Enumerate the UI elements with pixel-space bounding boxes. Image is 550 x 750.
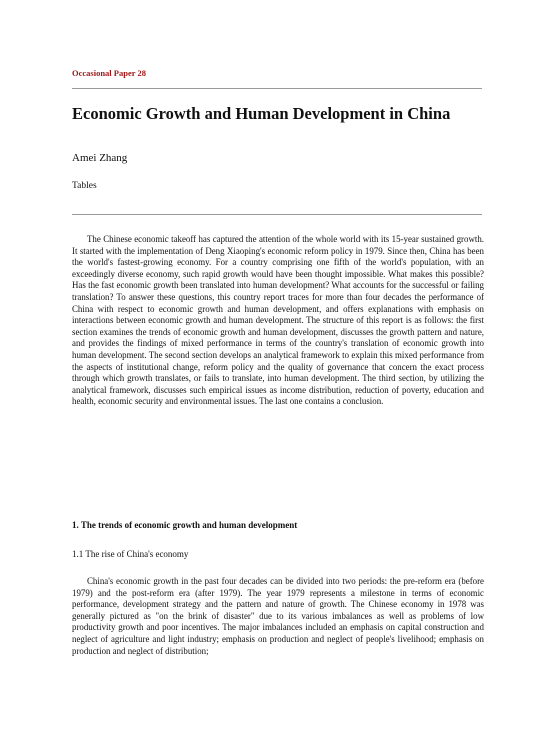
section-heading: 1. The trends of economic growth and human development xyxy=(72,520,298,530)
section-divider xyxy=(72,214,482,215)
paper-title: Economic Growth and Human Development in China xyxy=(72,104,451,123)
subsection-heading: 1.1 The rise of China's economy xyxy=(72,549,189,559)
abstract-paragraph: The Chinese economic takeoff has captured the attention of the whole world with its 15-year sustained growth. It started with the implementation of Deng Xiaoping's economic reform policy in 1979. Since then, China has been the world's fastest-growing economy. For a country comprising one fifth of the world's population, with an exceedingly diverse economy, such rapid growth would have been thought impossible. What makes this possible? Has the fast economic growth been translated into human development? What accounts for the successful or failing translation? To answer these questions, this country report traces for more than four decades the performance of China with respect to economic growth and human development, and offers explanations with emphasis on interactions between economic growth and human development. The structure of this report is as follows: the first section examines the trends of economic growth and human development, discusses the growth pattern and nature, and provides the findings of mixed performance in terms of the country's translation of economic growth into human development. The second section develops an analytical framework to explain this mixed performance from the aspects of institutional change, reform policy and the quality of governance that concern the exact process through which growth translates, or fails to translate, into human development. The third section, by utilizing the analytical framework, discusses such empirical issues as income distribution, reduction of poverty, education and health, economic security and environmental issues. The last one contains a conclusion. xyxy=(72,234,484,407)
tables-link[interactable]: Tables xyxy=(72,181,97,191)
body-paragraph: China's economic growth in the past four decades can be divided into two periods: the pre-reform era (before 1979) and the post-reform era (after 1979). The year 1979 represents a milestone in terms of economic performance, development strategy and the pattern and nature of growth. The Chinese economy in 1978 was generally pictured as "on the brink of disaster" due to its various imbalances as well as problems of low productivity growth and poor incentives. The major imbalances included an emphasis on capital construction and neglect of agriculture and light industry; emphasis on production and neglect of people's livelihood; emphasis on production and neglect of distribution; xyxy=(72,576,484,656)
top-divider xyxy=(72,88,482,89)
series-label: Occasional Paper 28 xyxy=(72,68,146,78)
author-name: Amei Zhang xyxy=(72,152,128,164)
